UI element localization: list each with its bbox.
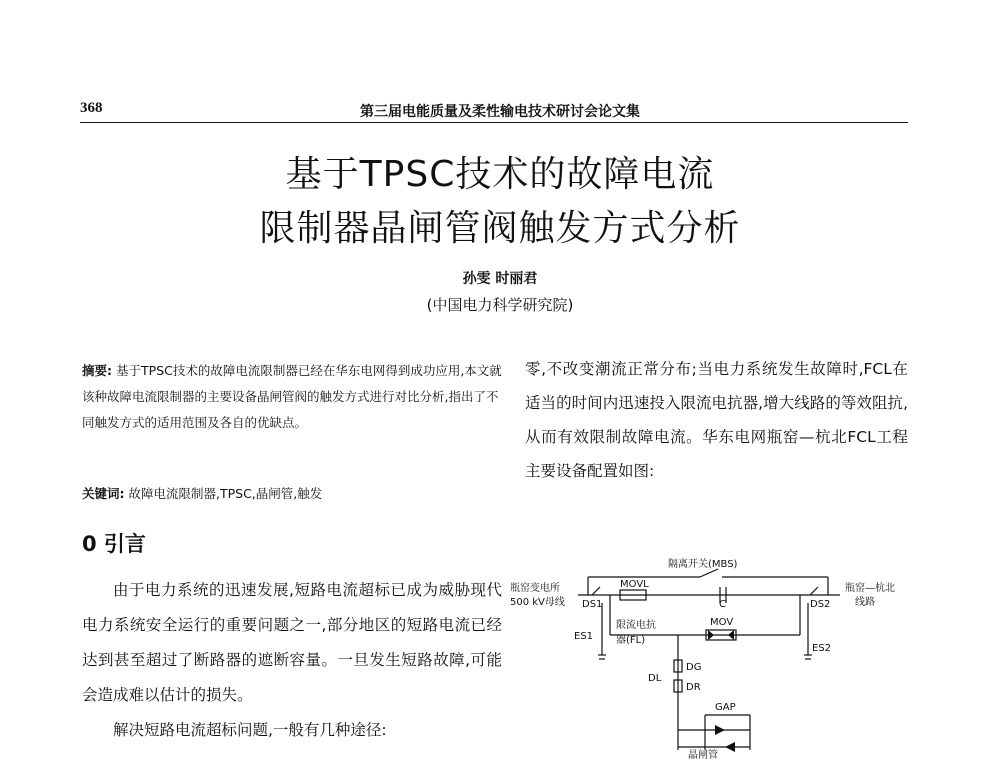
fcl-circuit-diagram bbox=[510, 555, 910, 760]
label-ds2: DS2 bbox=[810, 599, 831, 610]
keywords-text: 故障电流限制器,TPSC,晶闸管,触发 bbox=[128, 486, 323, 501]
label-right-line-1: 瓶窑—杭北 bbox=[845, 583, 895, 594]
intro-paragraph-1: 由于电力系统的迅速发展,短路电流超标已成为威胁现代电力系统安全运行的重要问题之一,部分地区的短路电流已经达到甚至超过了断路器的遮断容量。一旦发生短路故障,可能会造成难以估计的损失。 bbox=[82, 581, 502, 704]
label-movl: MOVL bbox=[620, 579, 649, 590]
paper-title-line2: 限制器晶闸管阀触发方式分析 bbox=[259, 208, 741, 249]
intro-body bbox=[82, 573, 502, 748]
label-thyristor: 晶闸管 bbox=[688, 750, 718, 760]
right-column-text: 零,不改变潮流正常分布;当电力系统发生故障时,FCL在适当的时间内迅速投入限流电抗器,增大线路的等效阻抗,从而有效限制故障电流。华东电网瓶窑—杭北FCL工程主要设备配置如图: bbox=[525, 360, 908, 480]
label-dg: DG bbox=[686, 662, 702, 673]
page-number: 368 bbox=[80, 100, 103, 116]
abstract-text: 基于TPSC技术的故障电流限制器已经在华东电网得到成功应用,本文就该种故障电流限制器的主要设备晶闸管阀的触发方式进行对比分析,指出了不同触发方式的适用范围及各自的优缺点。 bbox=[82, 363, 502, 430]
label-left-station-1: 瓶窑变电所 bbox=[510, 583, 560, 594]
label-bypass-switch: 隔离开关(MBS) bbox=[668, 559, 738, 570]
running-head: 第三届电能质量及柔性输电技术研讨会论文集 bbox=[360, 104, 640, 120]
section-heading-intro: 0 引言 bbox=[82, 532, 146, 556]
label-gap: GAP bbox=[715, 702, 736, 713]
label-right-line-2: 线路 bbox=[855, 597, 875, 608]
paper-title-line1: 基于TPSC技术的故障电流 bbox=[285, 154, 715, 195]
label-capacitor: C bbox=[719, 599, 726, 610]
label-es1: ES1 bbox=[574, 631, 594, 642]
label-ds1: DS1 bbox=[582, 599, 603, 610]
label-fl-2: 器(FL) bbox=[616, 635, 646, 646]
label-dr: DR bbox=[686, 682, 701, 693]
authors: 孙雯 时丽君 bbox=[462, 271, 538, 287]
label-es2: ES2 bbox=[812, 643, 832, 654]
abstract-label: 摘要: bbox=[82, 363, 112, 378]
keywords-label: 关键词: bbox=[82, 486, 125, 501]
intro-paragraph-2: 解决短路电流超标问题,一般有几种途径: bbox=[113, 721, 387, 739]
label-fl-1: 限流电抗 bbox=[616, 620, 656, 631]
label-mov: MOV bbox=[710, 617, 734, 628]
label-left-station-2: 500 kV母线 bbox=[510, 597, 565, 608]
keywords bbox=[82, 484, 502, 502]
abstract bbox=[82, 358, 502, 436]
header-rule bbox=[80, 122, 908, 123]
affiliation: (中国电力科学研究院) bbox=[426, 296, 574, 314]
label-dl: DL bbox=[648, 673, 662, 684]
